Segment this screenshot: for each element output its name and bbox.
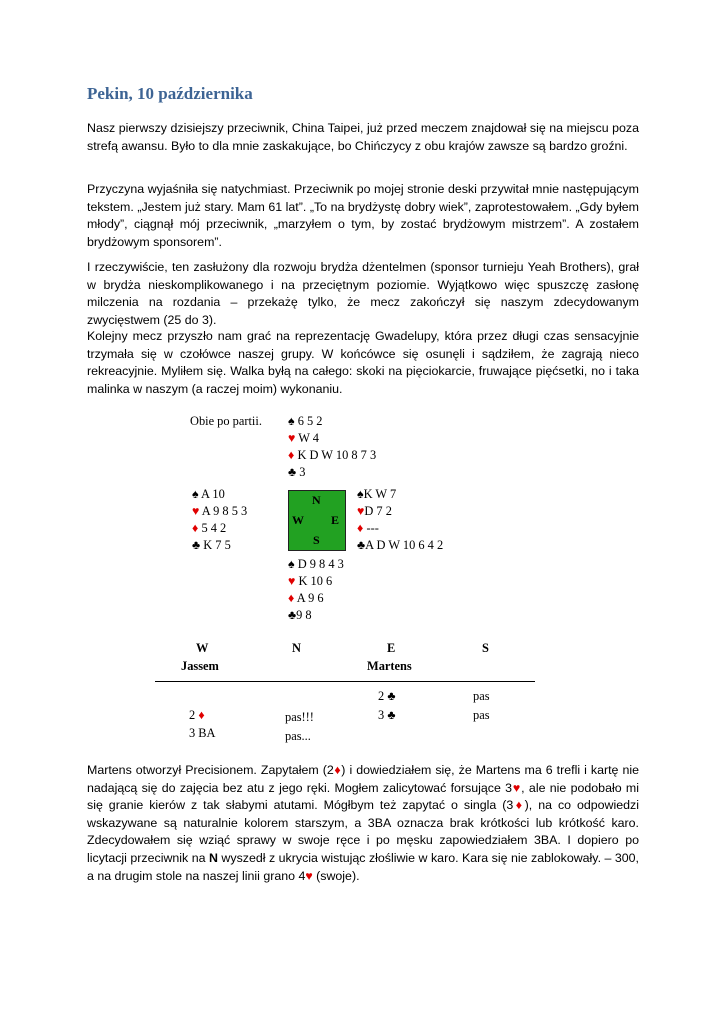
compass-east: E	[331, 513, 340, 527]
auction-header-s: S	[482, 641, 489, 655]
paragraph-4: Kolejny mecz przyszło nam grać na reprezentację Gwadelupy, która przez długi czas sensacyjnie trzymała się w czołówce naszej grupy. W końcówce się osunęli i sądziłem, że zagrają nieco rekreacyjnie. Myliłem się. Walka byłą na całego: skoki na pięciokarcie, fruwające pięćsetki, no i taka malinka w naszym (a raczej moim) wykonaniu.	[87, 329, 639, 396]
south-hand	[288, 556, 344, 624]
club-icon: ♣	[387, 689, 396, 703]
east-hand	[357, 486, 443, 554]
club-icon: ♣	[387, 708, 396, 722]
west-spades: A 10	[201, 487, 225, 501]
compass-north: N	[312, 493, 321, 507]
auction-header-e: E	[387, 641, 396, 655]
bid-s-2: pas	[473, 708, 490, 722]
club-icon: ♣	[357, 538, 366, 552]
paragraph-2: Przyczyna wyjaśniła się natychmiast. Przeciwnik po mojej stronie deski przywitał mnie następującym tekstem. „Jestem już stary. Mam 61 lat”. „To na brydżystę dobry wiek”, zaprotestowałem. „Gdy byłem młody”, ciągnął mój przeciwnik, „marzyłem o tym, by zostać brydżowym mistrzem”. A zostałem brydżowym sponsorem”.	[87, 182, 639, 249]
bid-n-1: pas!!!	[285, 710, 314, 724]
north-spades: 6 5 2	[297, 414, 323, 428]
bid-e-1: 2 ♣	[378, 689, 396, 703]
south-spades: D 9 8 4 3	[297, 557, 344, 571]
bid-s-1: pas	[473, 689, 490, 703]
player-west-name: Jassem	[181, 659, 219, 673]
east-diamonds: ---	[366, 521, 379, 535]
auction-divider	[155, 681, 535, 682]
north-hearts: W 4	[298, 431, 319, 445]
heart-icon: ♥	[512, 780, 522, 795]
heart-icon: ♥	[305, 868, 313, 883]
compass-board	[288, 490, 346, 551]
east-spades: K W 7	[363, 487, 397, 501]
bid-w-2: 3 BA	[189, 726, 216, 740]
compass-west: W	[292, 513, 304, 527]
diamond-icon: ♦	[288, 591, 295, 605]
paragraph-1: Nasz pierwszy dzisiejszy przeciwnik, China Taipei, już przed meczem znajdował się na miejscu poza strefą awansu. Było to dla mnie zaskakujące, bo Chińczycy z obu krajów zawsze są bardzo groźni.	[87, 121, 639, 153]
east-clubs: A D W 10 6 4 2	[365, 538, 444, 552]
bid-w-1: 2 ♦	[189, 708, 205, 722]
spade-icon: ♠	[288, 557, 295, 571]
paragraph-5: Martens otworzył Precisionem. Zapytałem (2♦) i dowiedziałem się, że Martens ma 6 trefli i kartę nie nadającą się do zajęcia bez atu z jego ręki. Mogłem zalicytować forsujące 3♥, ale nie podobało mi się granie kierów z tak słabymi atutami. Mógłbym też zapytać o singla (3♦), na co odpowiedzi wskazywane są naturalnie kolorem starszym, a 3BA oznacza brak krótkości lub krótkość karo. Zdecydowałem się wziąć sprawy w swoje ręce i po męsku zapowiedziałem 3BA. I dopiero po licytacji przeciwnik na N wyszedł z ukrycia wistując złośliwie w karo. Kara się nie zablokowały. – 300, a na drugim stole na naszej linii grano 4♥ (swoje).	[87, 763, 640, 883]
spade-icon: ♠	[288, 414, 295, 428]
heart-icon: ♥	[357, 504, 365, 518]
west-clubs: K 7 5	[203, 538, 231, 552]
west-hand	[192, 486, 247, 554]
diamond-icon: ♦	[288, 448, 295, 462]
north-hand	[288, 413, 376, 481]
auction-header-w: W	[196, 641, 209, 655]
spade-icon: ♠	[192, 487, 199, 501]
heart-icon: ♥	[288, 574, 296, 588]
west-hearts: A 9 8 5 3	[201, 504, 248, 518]
north-clubs: 3	[299, 465, 306, 479]
compass-south: S	[313, 533, 320, 547]
east-hearts: D 7 2	[364, 504, 392, 518]
south-diamonds: A 9 6	[296, 591, 324, 605]
diamond-icon: ♦	[198, 708, 205, 722]
bid-e-2: 3 ♣	[378, 708, 396, 722]
club-icon: ♣	[288, 465, 297, 479]
paragraph-3: I rzeczywiście, ten zasłużony dla rozwoju brydża dżentelmen (sponsor turnieju Yeah Brothers), grał w brydża nieskomplikowanego i na przeciętnym poziomie. Wyjątkowo więc spuszczę zasłonę milczenia na rozdania – przekażę tylko, że mecz zakończył się naszym zdecydowanym zwycięstwem (25 do 3).	[87, 260, 639, 327]
south-clubs: 9 8	[296, 608, 312, 622]
vulnerability-label: Obie po partii.	[190, 414, 262, 428]
north-diamonds: K D W 10 8 7 3	[297, 448, 377, 462]
auction-header-n: N	[292, 641, 301, 655]
diamond-icon: ♦	[513, 798, 525, 813]
diamond-icon: ♦	[192, 521, 199, 535]
page-title: Pekin, 10 października	[87, 84, 253, 103]
club-icon: ♣	[192, 538, 201, 552]
heart-icon: ♥	[192, 504, 200, 518]
spade-icon: ♠	[357, 487, 364, 501]
player-east-name: Martens	[367, 659, 412, 673]
south-hearts: K 10 6	[298, 574, 333, 588]
diamond-icon: ♦	[357, 521, 364, 535]
diamond-icon: ♦	[333, 763, 342, 777]
west-diamonds: 5 4 2	[201, 521, 227, 535]
heart-icon: ♥	[288, 431, 296, 445]
club-icon: ♣	[288, 608, 297, 622]
bid-n-2: pas...	[285, 729, 311, 743]
